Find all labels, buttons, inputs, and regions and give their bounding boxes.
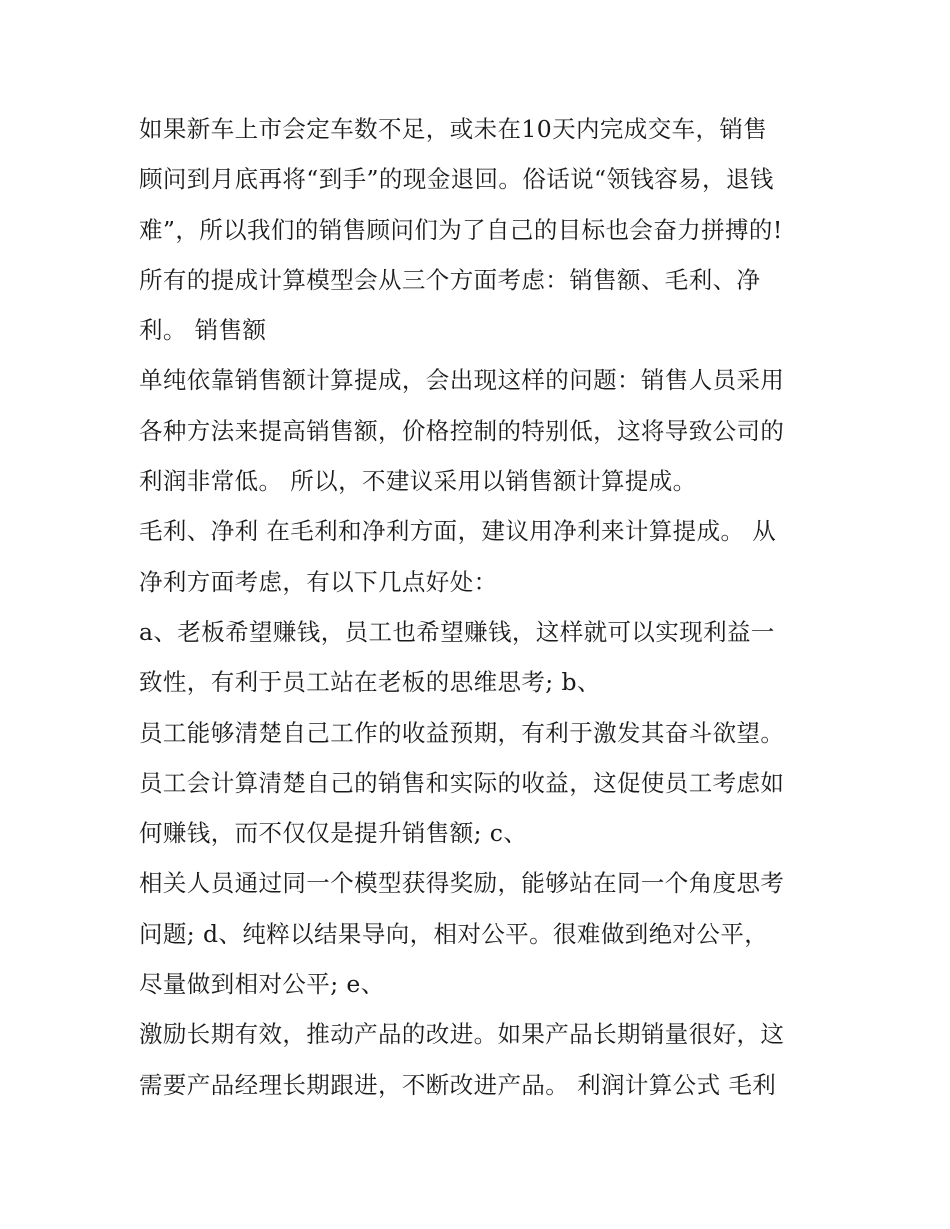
text-line: 单纯依靠销售额计算提成，会出现这样的问题：销售人员采用 [139,366,785,395]
text-line: 利润非常低。 所以，不建议采用以销售额计算提成。 [139,467,697,496]
text-line: 相关人员通过同一个模型获得奖励，能够站在同一个角度思考 [139,869,785,898]
text-line: 尽量做到相对公平; e、 [139,970,385,999]
text-line: 如果新车上市会定车数不足，或未在10天内完成交车，销售 [139,115,768,143]
text-line: 难”，所以我们的销售顾问们为了自己的目标也会奋力拼搏的! [139,215,783,244]
text-line: 净利方面考虑，有以下几点好处： [139,567,498,596]
text-line: 所有的提成计算模型会从三个方面考虑：销售额、毛利、净 [139,265,761,294]
text-line: 毛利、净利 在毛利和净利方面，建议用净利来计算提成。 从 [139,517,777,546]
text-line: 激励长期有效，推动产品的改进。如果产品长期销量很好，这 [139,1020,785,1049]
text-line: 何赚钱，而不仅仅是提升销售额; c、 [139,819,528,848]
text-line: 致性，有利于员工站在老板的思维思考; b、 [139,668,601,697]
text-line: 顾问到月底再将“到手”的现金退回。俗话说“领钱容易，退钱 [139,165,774,194]
text-line: 员工能够清楚自己工作的收益预期，有利于激发其奋斗欲望。 [139,718,785,747]
text-line: a、老板希望赚钱，员工也希望赚钱，这样就可以实现利益一 [139,617,775,646]
document-body [139,104,829,1110]
text-line: 各种方法来提高销售额，价格控制的特别低，这将导致公司的 [139,416,785,445]
text-line: 员工会计算清楚自己的销售和实际的收益，这促使员工考虑如 [139,768,785,797]
text-line: 利。 销售额 [139,316,267,345]
text-line: 问题; d、纯粹以结果导向，相对公平。很难做到绝对公平， [139,919,769,948]
text-line: 需要产品经理长期跟进，不断改进产品。 利润计算公式 毛利 [139,1070,777,1099]
